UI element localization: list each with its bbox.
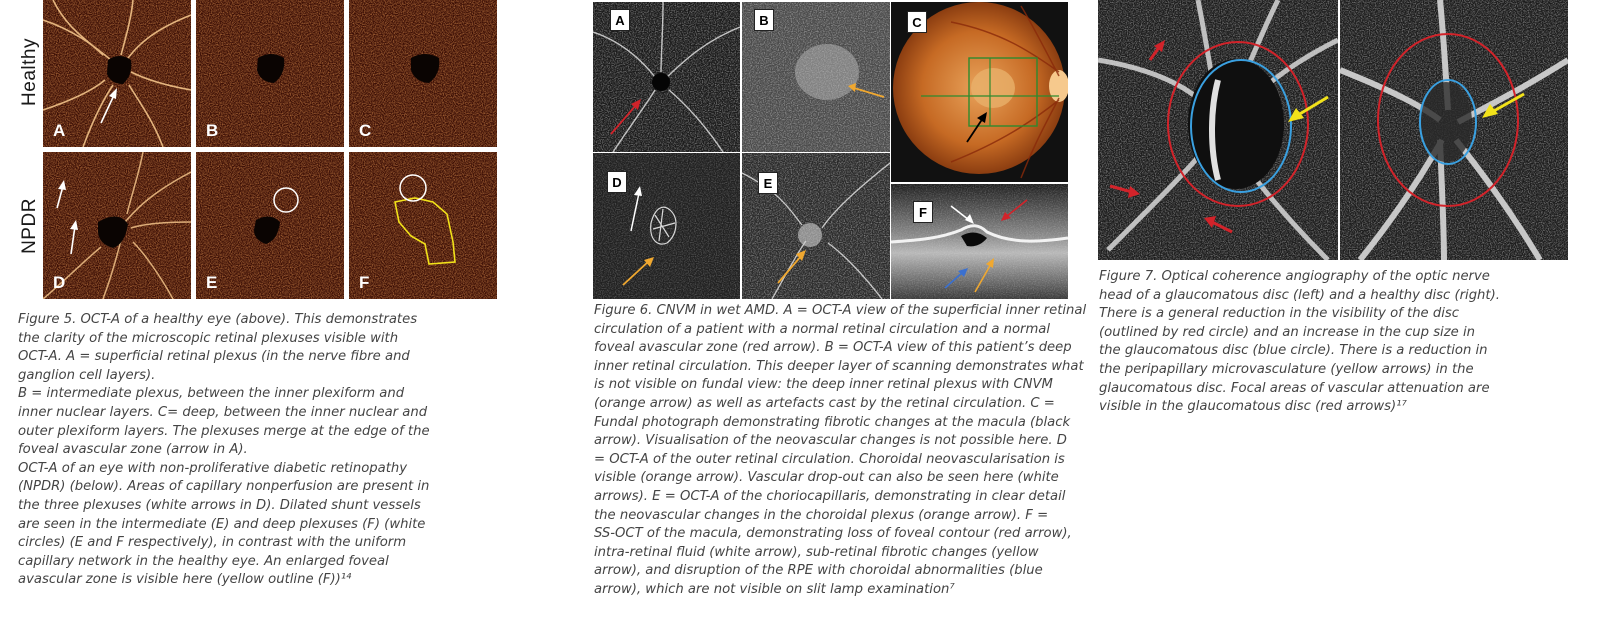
panel-label: F (913, 201, 933, 223)
row-label-healthy: Healthy (19, 38, 41, 106)
figure-6-caption: Figure 6. CNVM in wet AMD. A = OCT-A view of the superficial inner retinal circulation of a patient with a normal retinal circulation and a normal foveal avascular zone (red arrow). B = OCT-A view of this patient’s deep inner retinal circulation. This deeper layer of scanning demonstrates what is not visible on fundal view: the deep inner retinal plexus with CNVM (orange arrow) as well as artefacts cast by the retinal circulation. C = Fundal photograph demonstrating fibrotic changes at the macula (black arrow). Visualisation of the neovascular changes is not possible here. D = OCT-A of the outer retinal circulation. Choroidal neovascularisation is visible (orange arrow). Vascular drop-out can also be seen here (white arrows). E = OCT-A of the choriocapillaris, demonstrating in clear detail the neovascular changes in the choroidal plexus (orange arrow). F = SS-OCT of the macula, demonstrating loss of foveal contour (red arrow), intra-retinal fluid (white arrow), sub-retinal fibrotic changes (yellow arrow), and disruption of the RPE with choroidal abnormalities (blue arrow), which are not visible on slit lamp examination⁷ (594, 303, 1087, 597)
panel-label: A (53, 121, 66, 140)
panel-label: E (758, 172, 778, 194)
panel-label: B (754, 9, 774, 31)
fig7-glaucomatous-disc (1098, 0, 1338, 260)
fig5-panel-f (349, 152, 497, 299)
panel-label: A (610, 9, 630, 31)
figure-7-caption: Figure 7. Optical coherence angiography of the optic nerve head of a glaucomatous disc (left) and a healthy disc (right). There is a general reduction in the visibility of the disc (outlined by red circle) and an increase in the cup size in the glaucomatous disc (blue circle). There is a reduction in the peripapillary microvasculature (yellow arrows) in the glaucomatous disc. Focal areas of vascular attenuation are visible in the glaucomatous disc (red arrows)¹⁷ (1099, 269, 1500, 415)
fig5-panel-a (43, 0, 191, 147)
row-label-npdr: NPDR (19, 198, 40, 254)
fig6-panel-c (891, 2, 1068, 182)
fig6-panel-b (742, 2, 890, 152)
fig5-panel-b (196, 0, 344, 147)
panel-label: F (359, 273, 370, 292)
panel-label: B (206, 121, 219, 140)
fig6-panel-e (742, 153, 890, 299)
fig5-panel-d (43, 152, 191, 299)
fig6-panel-a (593, 2, 740, 152)
panel-label: C (359, 121, 372, 140)
panel-label: D (53, 273, 66, 292)
panel-label: D (607, 171, 627, 193)
fig5-panel-e (196, 152, 344, 299)
fig6-panel-d (593, 153, 740, 299)
fig6-panel-f (891, 184, 1068, 299)
panel-label: C (907, 11, 927, 33)
figure-5-caption: Figure 5. OCT-A of a healthy eye (above). This demonstrates the clarity of the microscopic retinal plexuses visible with OCT-A. A = superficial retinal plexus (in the nerve fibre and ganglion cell layers). B = intermediate plexus, between the inner plexiform and inner nuclear layers. C= deep, between the inner nuclear and outer plexiform layers. The plexuses merge at the edge of the foveal avascular zone (arrow in A). OCT-A of an eye with non-proliferative diabetic retinopathy (NPDR) (below). Areas of capillary nonperfusion are present in the three plexuses (white arrows in D). Dilated shunt vessels are seen in the intermediate (E) and deep plexuses (F) (white circles) (E and F respectively), in contrast with the uniform capillary network in the healthy eye. An enlarged foveal avascular zone is visible here (yellow outline (F))¹⁴ (18, 312, 430, 588)
fig5-panel-c (349, 0, 497, 147)
fig7-healthy-disc (1340, 0, 1568, 260)
panel-label: E (206, 273, 218, 292)
